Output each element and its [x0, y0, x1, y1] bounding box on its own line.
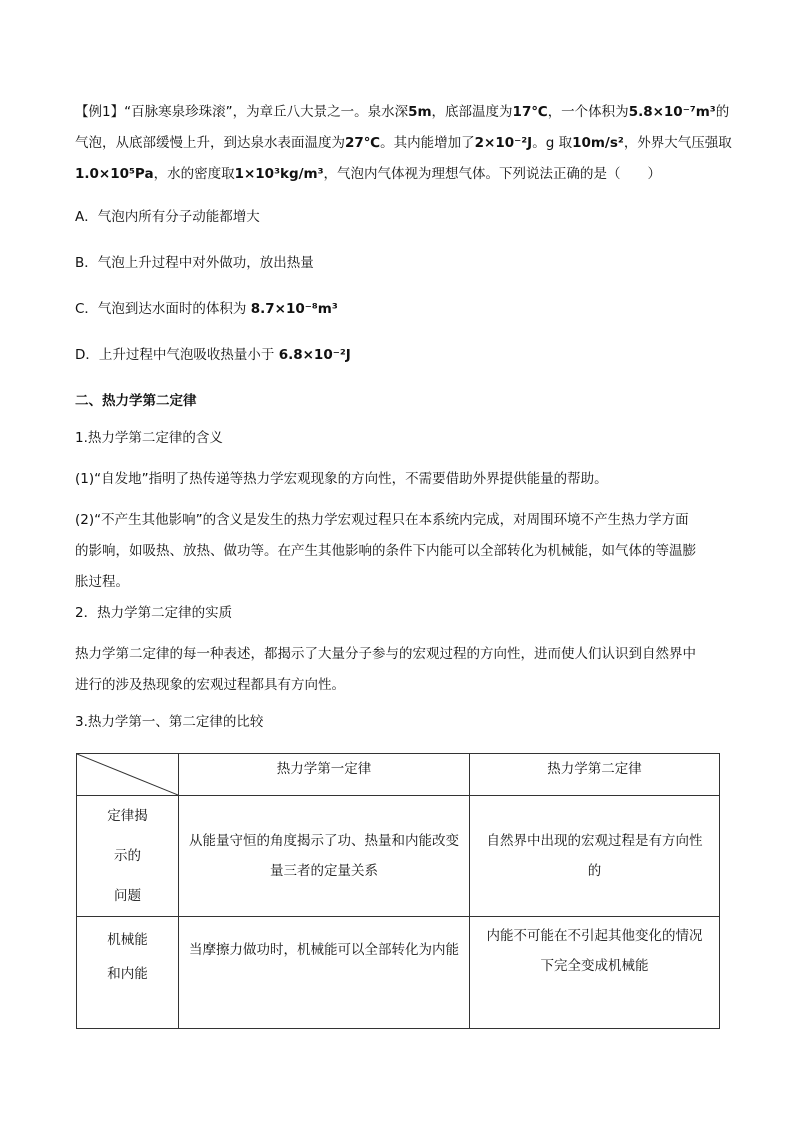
cell-line: 从能量守恒的角度揭示了功、热量和内能改变	[189, 833, 459, 849]
option-d-value: 6.8×10⁻²J	[278, 347, 351, 363]
cell-line: 量三者的定量关系	[270, 863, 378, 879]
value-initial-volume: 5.8×10⁻⁷m³	[628, 104, 716, 120]
option-c-value: 8.7×10⁻⁸m³	[250, 301, 338, 317]
subheading-comparison: 3.热力学第一、第二定律的比较	[75, 714, 264, 730]
example-line-1	[75, 97, 730, 128]
value-internal-energy-increase: 2×10⁻²J	[474, 135, 533, 151]
table-row	[77, 796, 720, 917]
option-c	[75, 294, 725, 325]
diagonal-corner-cell	[77, 754, 179, 796]
option-d-text: D．上升过程中气泡吸收热量小于	[75, 347, 275, 363]
option-a-text: A．气泡内所有分子动能都增大	[75, 209, 260, 225]
value-depth: 5m	[408, 104, 432, 120]
cell-line: 问题	[114, 888, 141, 904]
text-run: 的	[715, 104, 730, 120]
diagonal-line	[77, 754, 178, 795]
table-header-row	[77, 754, 720, 796]
cell-first-law-energy: 当摩擦力做功时，机械能可以全部转化为内能	[179, 917, 470, 1029]
value-atmospheric-pressure: 1.0×10⁵Pa	[75, 166, 154, 182]
text-run: ，外界大气压强取	[623, 135, 732, 151]
subheading-essence: 2．热力学第二定律的实质	[75, 605, 233, 621]
value-water-density: 1×10³kg/m³	[234, 166, 324, 182]
text-run: 。其内能增加了	[380, 135, 475, 151]
paragraph-line: 的影响，如吸热、放热、做功等。在产生其他影响的条件下内能可以全部转化为机械能，如气体的等温膨	[75, 543, 696, 559]
cell-line: 定律揭	[107, 808, 148, 824]
cell-second-law-problem	[470, 796, 720, 917]
paragraph-spontaneous: (1)“自发地”指明了热传递等热力学宏观现象的方向性，不需要借助外界提供能量的帮助。	[75, 471, 608, 487]
value-surface-temperature: 27℃	[345, 135, 381, 151]
value-bottom-temperature: 17℃	[512, 104, 548, 120]
text-run: ，水的密度取	[153, 166, 235, 182]
section-title: 二、热力学第二定律	[75, 393, 197, 409]
table-row	[77, 917, 720, 1029]
example-line-2	[75, 128, 732, 159]
paragraph-line: 进行的涉及热现象的宏观过程都具有方向性。	[75, 677, 345, 693]
paragraph-line: 胀过程。	[75, 574, 129, 590]
cell-line: 的	[587, 863, 602, 879]
text-run: 【例1】“百脉寒泉珍珠滚”，为章丘八大景之一。泉水深	[75, 104, 409, 120]
header-first-law: 热力学第一定律	[179, 754, 470, 796]
cell-line: 和内能	[107, 966, 148, 982]
option-d	[75, 340, 725, 371]
text-run: 。g 取	[532, 135, 573, 151]
option-c-text: C．气泡到达水面时的体积为	[75, 301, 247, 317]
text-run: 气泡，从底部缓慢上升，到达泉水表面温度为	[75, 135, 345, 151]
value-gravity: 10m/s²	[572, 135, 624, 151]
header-second-law: 热力学第二定律	[470, 754, 720, 796]
row-header-problem	[77, 796, 179, 917]
comparison-table	[76, 753, 720, 1029]
row-header-mechanical-internal	[77, 917, 179, 1029]
cell-line: 示的	[114, 848, 141, 864]
paragraph-line: (2)“不产生其他影响”的含义是发生的热力学宏观过程只在本系统内完成，对周围环境不产生热力学方面	[75, 512, 689, 528]
paragraph-no-other-effects	[75, 505, 725, 598]
cell-line: 下完全变成机械能	[540, 958, 649, 974]
option-b-text: B．气泡上升过程中对外做功，放出热量	[75, 255, 314, 271]
example-line-3	[75, 159, 725, 190]
text-run: ，一个体积为	[547, 104, 629, 120]
subheading-meaning: 1.热力学第二定律的含义	[75, 430, 223, 446]
cell-second-law-energy	[470, 917, 720, 1029]
example-problem	[75, 97, 732, 190]
paragraph-line: 热力学第二定律的每一种表述，都揭示了大量分子参与的宏观过程的方向性，进而使人们认识到自然界中	[75, 646, 696, 662]
cell-line: 自然界中出现的宏观过程是有方向性	[486, 833, 703, 849]
option-a	[75, 202, 725, 233]
text-run: ，底部温度为	[431, 104, 513, 120]
text-run: ，气泡内气体视为理想气体。下列说法正确的是（ ）	[323, 166, 662, 182]
cell-line: 机械能	[107, 932, 148, 948]
paragraph-essence	[75, 639, 725, 701]
option-b	[75, 248, 725, 279]
cell-line: 内能不可能在不引起其他变化的情况	[486, 928, 703, 944]
cell-first-law-problem	[179, 796, 470, 917]
